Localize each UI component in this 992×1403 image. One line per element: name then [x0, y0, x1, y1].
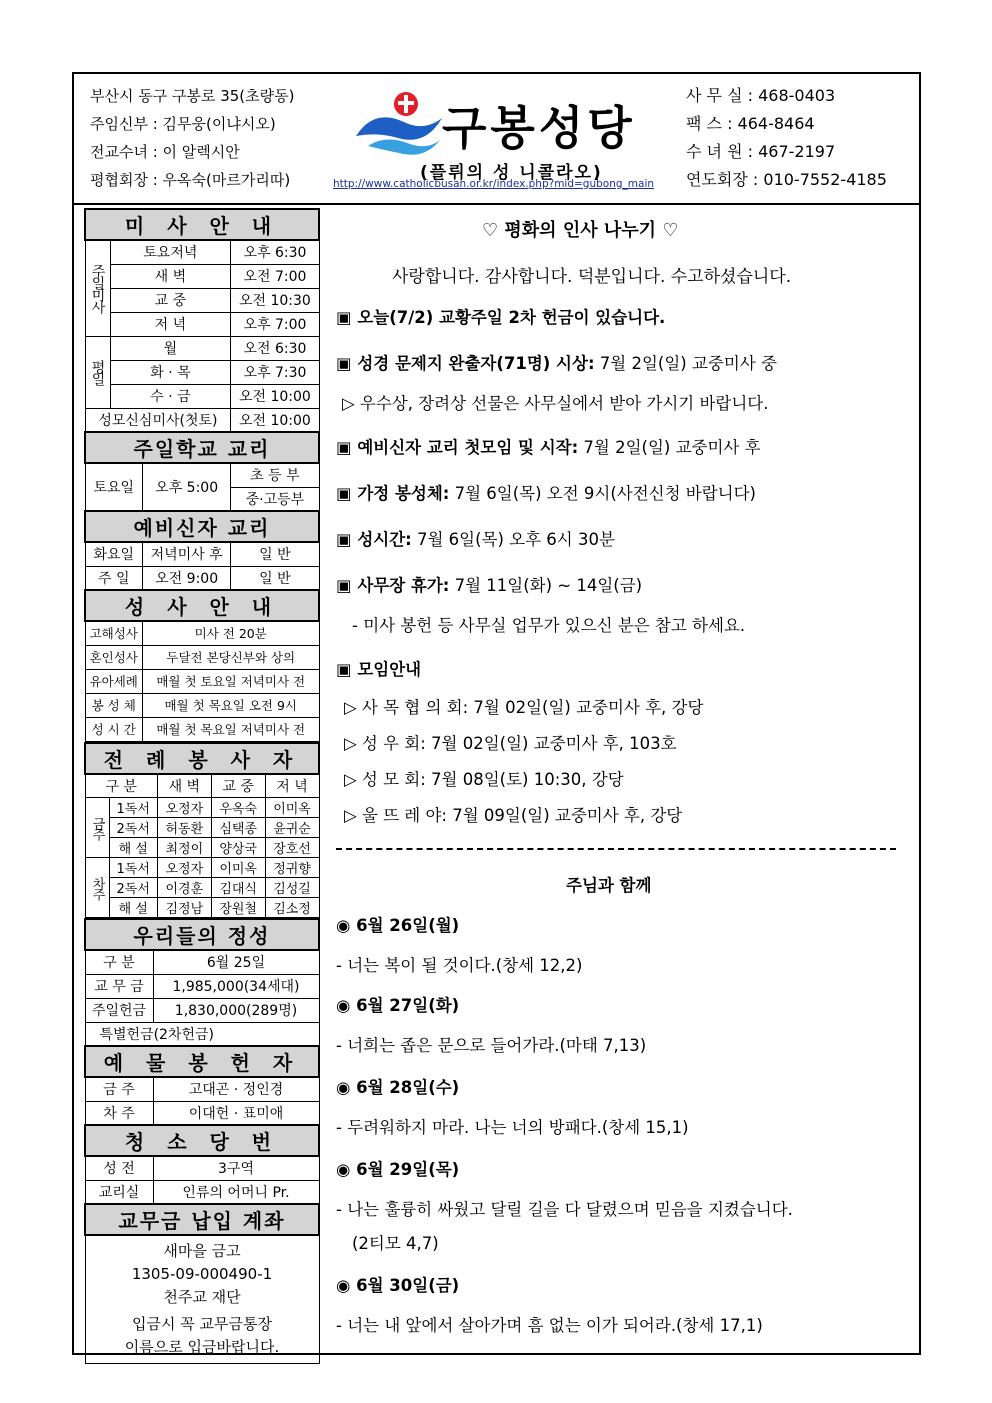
- table-cell: 초 등 부: [231, 463, 319, 487]
- notice-4: [336, 480, 756, 504]
- table-cell: 오전 10:30: [231, 288, 319, 312]
- table-cell: 새 벽: [157, 774, 211, 798]
- bank-name: 새마을 금고: [163, 1242, 241, 1260]
- fax: 팩 스 : 464-8464: [686, 114, 815, 133]
- notice-6-body: 7월 11일(화) ~ 14일(금): [449, 576, 643, 595]
- table-cell: 김소정: [265, 898, 319, 918]
- table-cell: 김대식: [211, 878, 265, 898]
- council-head: 평협회장 : 우옥숙(마르가리따): [90, 171, 291, 189]
- day-verse: - 나는 훌륭히 싸웠고 달릴 길을 다 달렸으며 믿음을 지켰습니다.: [336, 1200, 793, 1219]
- weekday-label: 평일: [85, 336, 110, 408]
- table-cell: 오후 5:00: [142, 463, 230, 511]
- table-cell: 금 주: [85, 1077, 153, 1101]
- table-cell: 2독서: [109, 878, 157, 898]
- office-phone: 사 무 실 : 468-0403: [686, 86, 836, 105]
- table-cell: 수 · 금: [110, 384, 231, 408]
- table-cell: 성 시 간: [85, 717, 142, 741]
- table-cell: 심택종: [211, 818, 265, 838]
- table-cell: 오후 7:00: [231, 312, 319, 336]
- website-link[interactable]: http://www.catholicbusan.or.kr/index.php?mid=gubong_main: [333, 178, 655, 190]
- table-cell: 김성길: [265, 878, 319, 898]
- table-cell: 고대곤 · 정인경: [153, 1077, 319, 1101]
- table-cell: 오후 6:30: [231, 240, 319, 264]
- table-cell: 매월 첫 목요일 저녁미사 전: [142, 717, 319, 741]
- table-cell: 장호선: [265, 838, 319, 858]
- day-heading: ◉ 6월 30일(금): [336, 1276, 460, 1295]
- header-left-info: [90, 82, 295, 194]
- table-cell: 오전 10:00: [231, 384, 319, 408]
- table-cell: 교리실: [85, 1180, 153, 1204]
- sunday-label: 주일미사: [85, 240, 110, 336]
- table-cell: 교 무 금: [85, 974, 153, 998]
- table-cell: 일 반: [231, 566, 319, 590]
- mass-title: 미 사 안 내: [85, 209, 319, 240]
- table-cell: 2독서: [109, 818, 157, 838]
- header: [74, 74, 919, 205]
- notice-5-head: ▣ 성시간:: [336, 530, 412, 549]
- funeral-head-phone: 연도회장 : 010-7552-4185: [686, 170, 887, 189]
- day-heading: ◉ 6월 28일(수): [336, 1078, 460, 1097]
- church-name: 구봉성당: [442, 101, 636, 155]
- table-cell: 윤귀순: [265, 818, 319, 838]
- table-cell: 저 녁: [110, 312, 231, 336]
- notice-6: [336, 572, 642, 596]
- church-wave-icon: [354, 88, 444, 158]
- table-cell: 해 설: [109, 898, 157, 918]
- table-cell: 주 일: [85, 566, 142, 590]
- day-verse: - 너희는 좁은 문으로 들어가라.(마태 7,13): [336, 1036, 647, 1055]
- notice-1: ▣ 오늘(7/2) 교황주일 2차 헌금이 있습니다.: [336, 308, 666, 327]
- meeting-item: ▷ 성 모 회: 7월 08일(토) 10:30, 강당: [344, 770, 624, 789]
- sunday-school-title: 주일학교 교리: [85, 432, 319, 463]
- account-info: [85, 1235, 319, 1364]
- day-verse: - 너는 복이 될 것이다.(창세 12,2): [336, 956, 583, 975]
- liturgy-table: [84, 742, 320, 919]
- table-cell: 유아세례: [85, 669, 142, 693]
- meeting-item: ▷ 성 우 회: 7월 02일(일) 교중미사 후, 103호: [344, 734, 677, 753]
- notice-5-body: 7월 6일(목) 오후 6시 30분: [411, 530, 615, 549]
- account-holder: 천주교 재단: [163, 1288, 241, 1306]
- header-contacts: [686, 82, 887, 194]
- notice-4-head: ▣ 가정 봉성체:: [336, 484, 450, 503]
- table-cell: 두달전 본당신부와 상의: [142, 645, 319, 669]
- table-cell: 오후 7:30: [231, 360, 319, 384]
- divider: [336, 848, 896, 850]
- account-title: 교무금 납입 계좌: [85, 1204, 319, 1235]
- table-cell: 고해성사: [85, 621, 142, 645]
- table-cell: 성 전: [85, 1156, 153, 1180]
- table-cell: 구 분: [85, 774, 157, 798]
- bulletin-frame: [72, 72, 921, 1355]
- table-cell: 우옥숙: [211, 798, 265, 818]
- day-heading: ◉ 6월 27일(화): [336, 996, 460, 1015]
- day-heading: ◉ 6월 26일(월): [336, 916, 460, 935]
- offering-title: 우리들의 정성: [85, 919, 319, 950]
- notice-7: ▣ 모임안내: [336, 660, 422, 679]
- notice-2-body: 7월 2일(일) 교중미사 중: [594, 354, 777, 373]
- table-cell: 일 반: [231, 542, 319, 566]
- table-cell: 주일헌금: [85, 998, 153, 1022]
- table-cell: 교 중: [110, 288, 231, 312]
- table-cell: 인류의 어머니 Pr.: [153, 1180, 319, 1204]
- table-cell: 오전 6:30: [231, 336, 319, 360]
- table-cell: 봉 성 체: [85, 693, 142, 717]
- table-cell: 중·고등부: [231, 487, 319, 511]
- table-cell: 최정이: [157, 838, 211, 858]
- account-number: 1305-09-000490-1: [131, 1265, 273, 1283]
- table-cell: 오정자: [157, 858, 211, 878]
- notice-2-head: ▣ 성경 문제지 완출자(71명) 시상:: [336, 354, 595, 373]
- table-cell: 해 설: [109, 838, 157, 858]
- table-cell: 이미옥: [265, 798, 319, 818]
- table-cell: 3구역: [153, 1156, 319, 1180]
- day-verse: - 두려워하지 마라. 나는 너의 방패다.(창세 15,1): [336, 1118, 689, 1137]
- table-cell: 토요저녁: [110, 240, 231, 264]
- table-cell: 1독서: [109, 798, 157, 818]
- sacraments-title: 성 사 안 내: [85, 590, 319, 621]
- sidebar-table: [84, 208, 320, 742]
- table-cell: 교 중: [211, 774, 265, 798]
- table-cell: 매월 첫 토요일 저녁미사 전: [142, 669, 319, 693]
- table-cell: 화요일: [85, 542, 142, 566]
- convent-phone: 수 녀 원 : 467-2197: [686, 142, 836, 161]
- table-cell: 양상국: [211, 838, 265, 858]
- notice-6-sub: - 미사 봉헌 등 사무실 업무가 있으신 분은 참고 하세요.: [352, 616, 746, 635]
- table-cell: 저 녁: [265, 774, 319, 798]
- offering-table: [84, 918, 320, 1364]
- table-cell: 허동환: [157, 818, 211, 838]
- sister: 전교수녀 : 이 알렉시안: [90, 143, 240, 161]
- next-week-label: 차주: [85, 858, 109, 918]
- donor-title: 예 물 봉 헌 자: [85, 1046, 319, 1077]
- notice-3-body: 7월 2일(일) 교중미사 후: [578, 438, 761, 457]
- table-cell: 차 주: [85, 1101, 153, 1125]
- notice-2-sub: ▷ 우수상, 장려상 선물은 사무실에서 받아 가시기 바랍니다.: [342, 394, 769, 413]
- table-cell: 오전 9:00: [142, 566, 230, 590]
- table-cell: 구 분: [85, 950, 153, 974]
- notice-3-head: ▣ 예비신자 교리 첫모임 및 시작:: [336, 438, 579, 457]
- table-cell: 성모신심미사(첫토): [85, 408, 231, 432]
- deposit-note: 입금시 꼭 교무금통장: [132, 1315, 272, 1333]
- table-cell: 저녁미사 후: [142, 542, 230, 566]
- this-week-label: 금주: [85, 798, 109, 858]
- table-cell: 매월 첫 목요일 오전 9시: [142, 693, 319, 717]
- table-cell: 오전 10:00: [231, 408, 319, 432]
- notice-2: [336, 350, 777, 374]
- table-cell: 1,985,000(34세대): [153, 974, 319, 998]
- table-cell: 혼인성사: [85, 645, 142, 669]
- pastor: 주임신부 : 김무웅(이냐시오): [90, 115, 276, 133]
- table-cell: 1,830,000(289명): [153, 998, 319, 1022]
- table-cell: 김정남: [157, 898, 211, 918]
- address: 부산시 동구 구봉로 35(초량동): [90, 87, 295, 105]
- greeting-text: 사랑합니다. 감사합니다. 덕분입니다. 수고하셨습니다.: [392, 267, 792, 287]
- day-heading: ◉ 6월 29일(목): [336, 1160, 460, 1179]
- table-cell: 미사 전 20분: [142, 621, 319, 645]
- table-cell: 이미옥: [211, 858, 265, 878]
- sidebar: [84, 208, 320, 1356]
- day-verse-cont: (2티모 4,7): [352, 1234, 439, 1253]
- table-cell: 이대헌 · 표미애: [153, 1101, 319, 1125]
- with-lord-title: 주님과 함께: [566, 876, 652, 895]
- table-cell: 정귀향: [265, 858, 319, 878]
- table-cell: 오전 7:00: [231, 264, 319, 288]
- notice-6-head: ▣ 사무장 휴가:: [336, 576, 450, 595]
- deposit-note-2: 이름으로 입금바랍니다.: [124, 1338, 280, 1356]
- table-cell: 오정자: [157, 798, 211, 818]
- table-cell: 새 벽: [110, 264, 231, 288]
- table-cell: 1독서: [109, 858, 157, 878]
- cleaning-title: 청 소 당 번: [85, 1125, 319, 1156]
- liturgy-title: 전 례 봉 사 자: [85, 743, 319, 774]
- notice-5: [336, 526, 615, 550]
- catechumen-title: 예비신자 교리: [85, 511, 319, 542]
- patron-saint: (플뤼의 성 니콜라오): [420, 163, 603, 183]
- greeting-title: ♡ 평화의 인사 나누기 ♡: [482, 220, 679, 241]
- table-cell: 월: [110, 336, 231, 360]
- table-cell: 6월 25일: [153, 950, 319, 974]
- table-cell: 특별헌금(2차헌금): [85, 1022, 319, 1046]
- table-cell: 화 · 목: [110, 360, 231, 384]
- table-cell: 토요일: [85, 463, 142, 511]
- meeting-item: ▷ 사 목 협 의 회: 7월 02일(일) 교중미사 후, 강당: [344, 698, 704, 717]
- meeting-item: ▷ 울 뜨 레 야: 7월 09일(일) 교중미사 후, 강당: [344, 806, 683, 825]
- notice-4-body: 7월 6일(목) 오전 9시(사전신청 바랍니다): [449, 484, 756, 503]
- notice-3: [336, 434, 761, 458]
- table-cell: 이경훈: [157, 878, 211, 898]
- day-verse: - 너는 내 앞에서 살아가며 흠 없는 이가 되어라.(창세 17,1): [336, 1316, 763, 1335]
- table-cell: 장원철: [211, 898, 265, 918]
